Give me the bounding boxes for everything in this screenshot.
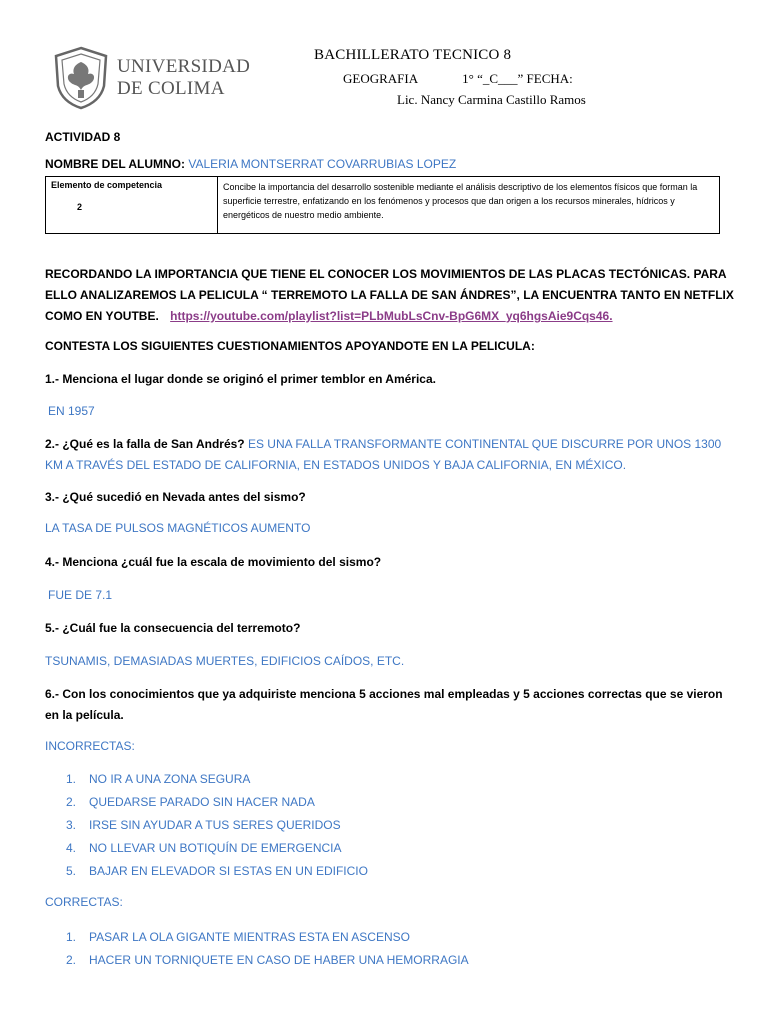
answer-2: ES UNA FALLA TRANSFORMANTE CONTINENTAL QUE DISCURRE POR UNOS 1300 KM A TRAVÉS DEL ESTADO DE CALIFORNIA, EN ESTADOS UNIDOS Y BAJA CALIFORNIA, EN MÉXICO.	[45, 437, 722, 472]
intro-text: RECORDANDO LA IMPORTANCIA QUE TIENE EL CONOCER LOS MOVIMIENTOS DE LAS PLACAS TECTÓNICAS. PARA ELLO ANALIZAREMOS LA PELICULA “ TERREMOTO LA FALLA DE SAN ÁNDRES”, LA ENCUENTRA TANTO EN NETFLIX COMO EN YOUTBE.	[45, 267, 734, 323]
playlist-link[interactable]: https://youtube.com/playlist?list=PLbMubLsCnv-BpG6MX_yq6hgsAie9Cqs46.	[170, 309, 613, 323]
intro-paragraph	[45, 264, 735, 327]
answer-5: TSUNAMIS, DEMASIADAS MUERTES, EDIFICIOS CAÍDOS, ETC.	[45, 654, 405, 668]
competency-description: Concibe la importancia del desarrollo sostenible mediante el análisis descriptivo de los elementos físicos que forman la superficie terrestre, enfatizando en los fenómenos y procesos que dan origen a los recursos minerales, hídricos y energéticos de nuestro medio ambiente.	[218, 177, 720, 234]
student-line	[45, 157, 456, 171]
incorrect-list	[45, 768, 368, 883]
question-6: 6.- Con los conocimientos que ya adquiriste menciona 5 acciones mal empleadas y 5 acciones correctas que se vieron en la película.	[45, 687, 723, 722]
correct-list	[45, 926, 469, 972]
list-item: 4. NO LLEVAR UN BOTIQUÍN DE EMERGENCIA	[66, 841, 342, 855]
question-3: 3.- ¿Qué sucedió en Nevada antes del sismo?	[45, 490, 306, 504]
competency-label: Elemento de competencia	[51, 180, 163, 190]
university-logo	[50, 46, 251, 110]
logo-text-line2: DE COLIMA	[117, 78, 225, 99]
logo-text-line1: UNIVERSIDAD	[117, 56, 251, 77]
group-date: 1° “_C___” FECHA:	[462, 71, 573, 86]
student-label: NOMBRE DEL ALUMNO:	[45, 157, 189, 171]
list-item: 1. PASAR LA OLA GIGANTE MIENTRAS ESTA EN ASCENSO	[66, 930, 410, 944]
list-item: 2. HACER UN TORNIQUETE EN CASO DE HABER UNA HEMORRAGIA	[66, 953, 469, 967]
competency-number: 2	[77, 202, 83, 212]
question-5: 5.- ¿Cuál fue la consecuencia del terremoto?	[45, 621, 301, 635]
subject: GEOGRAFIA	[343, 71, 419, 86]
subject-line	[343, 71, 573, 87]
activity-label: ACTIVIDAD 8	[45, 130, 121, 144]
answer-4: FUE DE 7.1	[48, 588, 113, 602]
correct-heading: CORRECTAS:	[45, 895, 123, 909]
question-2: 2.- ¿Qué es la falla de San Andrés?	[45, 437, 245, 451]
list-item: 2. QUEDARSE PARADO SIN HACER NADA	[66, 795, 315, 809]
competency-cell	[46, 177, 218, 234]
document-title: BACHILLERATO TECNICO 8	[314, 47, 512, 63]
student-name: VALERIA MONTSERRAT COVARRUBIAS LOPEZ	[188, 157, 457, 171]
competency-table	[45, 176, 720, 234]
university-seal-icon	[50, 46, 112, 110]
question-2-block	[45, 434, 735, 476]
teacher-name: Lic. Nancy Carmina Castillo Ramos	[397, 92, 586, 107]
instruction: CONTESTA LOS SIGUIENTES CUESTIONAMIENTOS APOYANDOTE EN LA PELICULA:	[45, 339, 535, 353]
list-item: 5. BAJAR EN ELEVADOR SI ESTAS EN UN EDIFICIO	[66, 864, 368, 878]
question-1: 1.- Menciona el lugar donde se originó el primer temblor en América.	[45, 372, 436, 386]
list-item: 1. NO IR A UNA ZONA SEGURA	[66, 772, 251, 786]
answer-3: LA TASA DE PULSOS MAGNÉTICOS AUMENTO	[45, 521, 311, 535]
list-item: 3. IRSE SIN AYUDAR A TUS SERES QUERIDOS	[66, 818, 341, 832]
incorrect-heading: INCORRECTAS:	[45, 739, 135, 753]
answer-1: EN 1957	[48, 404, 95, 418]
question-4: 4.- Menciona ¿cuál fue la escala de movimiento del sismo?	[45, 555, 382, 569]
